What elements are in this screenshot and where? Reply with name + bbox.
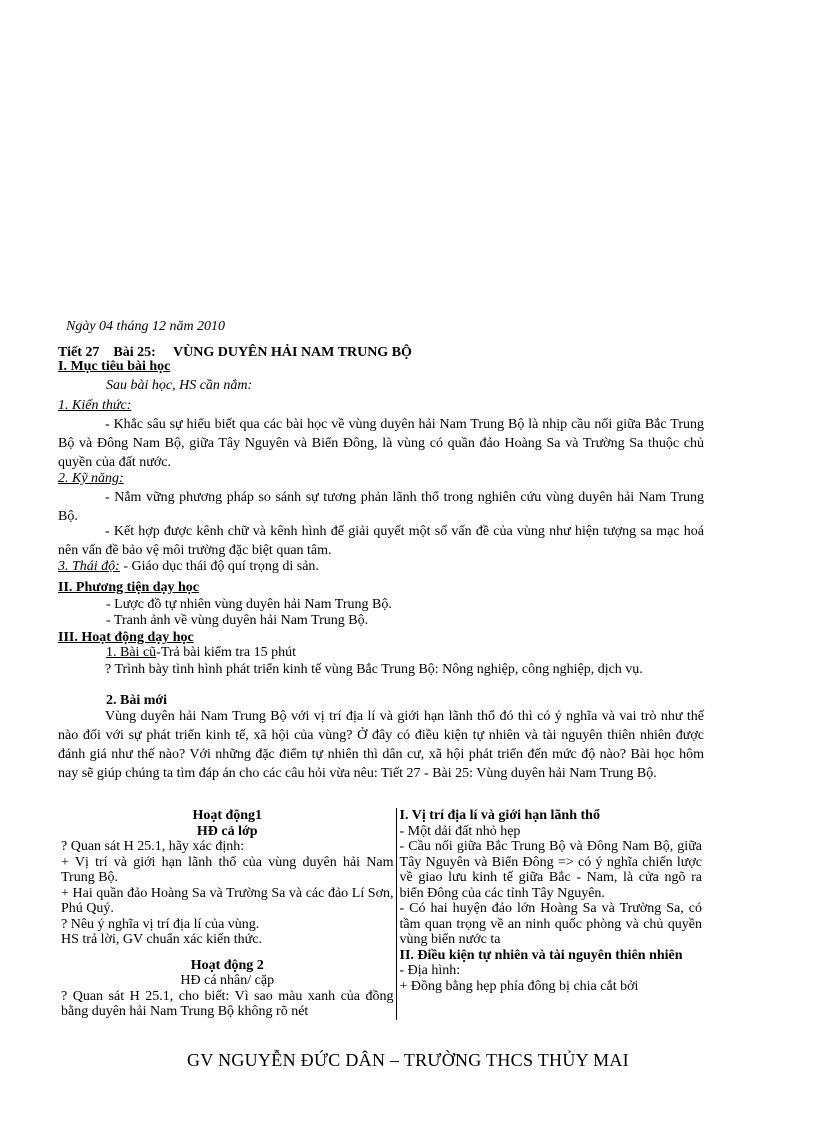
right-line-2: - Cầu nối giữa Bắc Trung Bộ và Đông Nam Bộ, giữa Tây Nguyên và Biển Đông => có ý nghĩa chiến lược về giao lưu kinh tế giữa Bắc - Nam, là cửa ngõ ra biển Đông của các tỉnh Tây Nguyên. bbox=[399, 839, 702, 901]
knowledge-label: 1. Kiến thức: bbox=[58, 398, 132, 413]
activity2-mode: HĐ cá nhân/ cặp bbox=[180, 973, 275, 988]
left-spacer bbox=[61, 948, 394, 958]
activities-heading: III. Hoạt động dạy học bbox=[58, 630, 194, 645]
lesson-title: VÙNG DUYÊN HẢI NAM TRUNG BỘ bbox=[173, 345, 412, 360]
teaching-aids-heading: II. Phương tiện dạy học bbox=[58, 580, 200, 595]
left-line-1: ? Quan sát H 25.1, hãy xác định: bbox=[61, 839, 245, 854]
old-lesson-label: 1. Bài cũ bbox=[106, 645, 157, 660]
skills-label: 2. Kỹ năng: bbox=[58, 471, 124, 486]
attitude-text: - Giáo dục thái độ quí trọng di sản. bbox=[119, 559, 319, 574]
skills-item-2: - Kết hợp được kênh chữ và kênh hình để giải quyết một số vấn đề của vùng như hiện tượng sa mạc hoá nên vấn đề bảo vệ môi trường đặc biệt quan tâm. bbox=[58, 524, 704, 558]
activity1-mode: HĐ cả lớp bbox=[196, 823, 258, 839]
objectives-intro: Sau bài học, HS cần nắm: bbox=[106, 378, 253, 393]
page-footer: GV NGUYỄN ĐỨC DÂN – TRƯỜNG THCS THỦY MAI bbox=[187, 1050, 629, 1070]
teacher-activities-column bbox=[58, 808, 396, 1020]
teaching-aid-2: - Tranh ảnh về vùng duyên hải Nam Trung Bộ. bbox=[106, 613, 369, 628]
skills-item-1: - Nắm vững phương pháp so sánh sự tương phản lãnh thổ trong nghiên cứu vùng duyên hải Nam Trung Bộ. bbox=[58, 490, 704, 524]
lesson-code: Bài 25: bbox=[113, 345, 156, 360]
new-lesson-label: 2. Bài mới bbox=[106, 693, 168, 708]
attitude-line bbox=[58, 558, 319, 575]
lesson-date: Ngày 04 tháng 12 năm 2010 bbox=[66, 319, 226, 334]
lesson-number: Tiết 27 bbox=[58, 345, 100, 360]
position-heading: I. Vị trí địa lí và giới hạn lãnh thổ bbox=[399, 808, 600, 823]
right-line-5: + Đồng bằng hẹp phía đông bị chia cắt bởi bbox=[399, 978, 639, 994]
right-line-3: - Có hai huyện đảo lớn Hoàng Sa và Trường Sa, có tầm quan trọng về an ninh quốc phòng và chủ quyền vùng biển nước ta bbox=[399, 901, 702, 947]
old-lesson-line bbox=[106, 644, 296, 661]
teaching-aid-1: - Lược đồ tự nhiên vùng duyên hải Nam Trung Bộ. bbox=[106, 597, 392, 612]
activity1-title: Hoạt động1 bbox=[192, 808, 263, 823]
objectives-heading: I. Mục tiêu bài học bbox=[58, 359, 171, 374]
old-lesson-text: -Trả bài kiểm tra 15 phút bbox=[156, 645, 297, 660]
knowledge-text: - Khắc sâu sự hiểu biết qua các bài học về vùng duyên hải Nam Trung Bộ là nhịp cầu nối giữa Bắc Trung Bộ và Đông Nam Bộ, giữa Tây Nguyên và Biển Đông, là vùng có quần đảo Hoàng Sa và Trường Sa thuộc chủ quyền của đất nước. bbox=[58, 417, 704, 470]
right-line-4: - Địa hình: bbox=[399, 963, 461, 978]
attitude-label: 3. Thái độ: bbox=[58, 559, 120, 574]
left-line-6: ? Quan sát H 25.1, cho biết: Vì sao màu xanh của đồng bằng duyên hải Nam Trung Bộ không rõ nét bbox=[61, 988, 394, 1019]
nature-heading: II. Điều kiện tự nhiên và tài nguyên thiên nhiên bbox=[399, 947, 683, 963]
activity2-title: Hoạt động 2 bbox=[190, 957, 264, 973]
right-line-1: - Một dải đất nhỏ hẹp bbox=[399, 823, 521, 839]
left-line-3: + Hai quần đảo Hoàng Sa và Trường Sa và các đảo Lí Sơn, Phú Quý. bbox=[61, 885, 394, 916]
left-line-4: ? Nêu ý nghĩa vị trí địa lí của vùng. bbox=[61, 916, 260, 932]
left-line-2: + Vị trí và giới hạn lãnh thổ của vùng duyên hải Nam Trung Bộ. bbox=[61, 854, 394, 885]
activity-content-table bbox=[58, 808, 704, 1020]
left-line-5: HS trả lời, GV chuẩn xác kiến thức. bbox=[61, 932, 262, 947]
content-column bbox=[396, 808, 704, 1020]
new-lesson-intro: Vùng duyên hải Nam Trung Bộ với vị trí địa lí và giới hạn lãnh thổ đó thì có ý nghĩa và vai trò như thế nào đối với sự phát triển kinh tế, xã hội của vùng? Ở đây có điều kiện tự nhiên và tài nguyên thiên nhiên được đánh giá như thế nào? Với những đặc điểm tự nhiên thì dân cư, xã hội phát triển đến mức độ nào? Bài học hôm nay sẽ giúp chúng ta tìm đáp án cho các câu hỏi vừa nêu: Tiết 27 - Bài 25: Vùng duyên hải Nam Trung Bộ. bbox=[58, 709, 704, 781]
old-lesson-question: ? Trình bày tình hình phát triển kinh tế vùng Bắc Trung Bộ: Nông nghiệp, công nghiệp, dịch vụ. bbox=[105, 662, 643, 677]
